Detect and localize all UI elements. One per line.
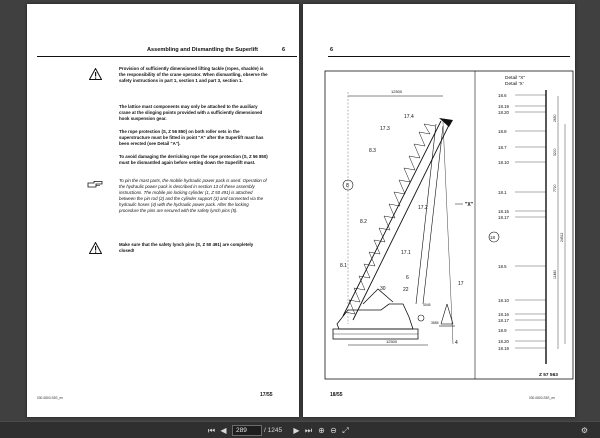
zoom-out-icon[interactable]: ⊖ xyxy=(330,426,337,435)
footer-doc-code: 030-0800-S5S_en xyxy=(37,396,63,400)
detail-label-18-19: 18.19 xyxy=(498,104,509,109)
fit-page-icon[interactable]: ⤢ xyxy=(342,426,349,435)
hand-pointer-icon xyxy=(87,180,103,190)
page-number-input[interactable] xyxy=(232,425,262,436)
detail-label-18-20: 18.20 xyxy=(498,110,509,115)
detail-label-18-20b: 18.20 xyxy=(498,339,509,344)
detail-label-18-8: 18.8 xyxy=(498,129,507,134)
detail-label-18-15: 18.15 xyxy=(498,209,509,214)
label-17: 17 xyxy=(458,281,464,287)
detail-dim-5: 11480 xyxy=(553,269,557,279)
left-page xyxy=(27,4,299,417)
detail-label-18-10b: 18.10 xyxy=(498,298,509,303)
detail-label-18-6: 18.6 xyxy=(498,93,507,98)
header-rule xyxy=(37,56,297,57)
paragraph-lifting-tackle: Provision of sufficiently dimensioned lifting tackle (ropes, shackle) is the responsibility of the crane operator. When dismantling, observe the safety instructions in part 1, section 1 and part 3, section 1. xyxy=(119,66,268,83)
detail-title-1: Detail "X" xyxy=(505,76,526,81)
detail-dimension xyxy=(558,96,565,349)
figure-ref: Z 57 563 xyxy=(539,373,558,378)
label-17-4: 17.4 xyxy=(404,114,414,120)
ballast-tray xyxy=(439,304,455,326)
label-17-2: 17.2 xyxy=(418,205,428,211)
detail-label-18-9: 18.9 xyxy=(498,328,507,333)
detail-title-2: Detail 'X' xyxy=(505,82,524,87)
warning-icon-2 xyxy=(89,242,102,254)
warning-icon xyxy=(89,68,102,80)
detail-label-18-5: 18.5 xyxy=(498,264,507,269)
zoom-in-icon[interactable]: ⊕ xyxy=(318,426,325,435)
paragraph-rope-protection: The rope protection (S, Z 56 850) on both roller sets in the superstructure must be fitted in point "A" after the Superlift mast has been erected (see Detail "A"). xyxy=(119,129,264,146)
label-6: 6 xyxy=(406,275,409,281)
right-page xyxy=(303,4,575,417)
label-8-2: 8.2 xyxy=(360,219,367,225)
detail-dim-2: 3200 xyxy=(553,148,557,156)
figure-frame xyxy=(325,71,573,379)
page-header-title: Assembling and Dismantling the Superlift xyxy=(147,47,258,53)
crane-figure xyxy=(303,4,575,417)
dim-small-2: 3555 xyxy=(431,321,439,325)
label-8: 8 xyxy=(346,183,349,189)
paragraph-avoid-damage: To avoid damaging the derricking rope the rope protection (S, Z 56 850) must be dismantled again before setting down the Superlift mast. xyxy=(119,154,268,165)
label-8-1: 8.1 xyxy=(340,263,347,269)
pin-circle xyxy=(418,315,424,321)
viewer-toolbar xyxy=(0,421,600,438)
crane-base xyxy=(333,289,418,339)
page-number-right: 18/55 xyxy=(330,392,343,398)
detail-label-18-16: 18.16 xyxy=(498,312,509,317)
detail-label-18-1: 18.1 xyxy=(498,190,507,195)
total-pages: / 1245 xyxy=(264,427,283,434)
first-page-button[interactable]: ⏮ xyxy=(207,426,216,435)
detail-dim-4: 24512 xyxy=(560,232,564,242)
page-header-chapter-right: 6 xyxy=(330,47,334,53)
detail-label-18-7: 18.7 xyxy=(498,145,507,150)
next-page-button[interactable]: ▶ xyxy=(293,426,300,435)
detail-label-18-17b: 18.17 xyxy=(498,318,509,323)
paragraph-hydraulic-power: To pin the mast parts, the mobile hydraulic power pack is used. Operation of the hydraulic power pack is described in section 13 of these assembly instructions. The mobile pin locking cylinder (1, Z 50 491) is attached between the pin rod (2) and the cylinder support (3) and connected via the hydraulic hoses (4) with the hydraulic power pack. After the locking procedure the pins are secured with the safety lynch pins (5). xyxy=(119,178,267,213)
detail-label-18-17: 18.17 xyxy=(498,215,509,220)
page-header-chapter: 6 xyxy=(282,47,286,53)
paragraph-safety-lynch: Make sure that the safety lynch pins (S, Z 50 491) are completely closed! xyxy=(119,242,254,253)
label-4: 4 xyxy=(455,340,458,346)
label-22: 22 xyxy=(403,287,409,293)
dim-small-1: 4045 xyxy=(423,303,431,307)
label-30: 30 xyxy=(380,286,386,292)
label-17-1: 17.1 xyxy=(401,250,411,256)
last-page-button[interactable]: ⏭ xyxy=(304,426,313,435)
detail-label-18: 18 xyxy=(490,235,495,240)
prev-page-button[interactable]: ◀ xyxy=(220,426,227,435)
dim-top-label: 12500 xyxy=(391,89,403,94)
detail-dim-1: 2650 xyxy=(553,114,557,122)
x-marker: "X" xyxy=(465,202,474,208)
guy-line xyxy=(443,122,453,344)
dim-bottom-label: 12500 xyxy=(386,339,398,344)
detail-label-18-10: 18.10 xyxy=(498,160,509,165)
paragraph-lattice-mast: The lattice mast components may only be attached to the auxiliary crane at the slinging points provided with a sufficiently dimensioned hook suspension gear. xyxy=(119,104,263,121)
detail-dim-3: 7720 xyxy=(553,184,557,192)
footer-doc-code-right: 030-0800-S5S_en xyxy=(529,396,555,400)
boom-head xyxy=(439,118,453,127)
settings-icon[interactable]: ⚙ xyxy=(580,426,589,435)
detail-leaders xyxy=(515,95,546,348)
superlift-mast xyxy=(416,124,443,304)
page-number-left: 17/55 xyxy=(260,392,273,398)
label-8-3: 8.3 xyxy=(369,148,376,154)
label-17-3: 17.3 xyxy=(380,126,390,132)
detail-label-18-19b: 18.19 xyxy=(498,346,509,351)
